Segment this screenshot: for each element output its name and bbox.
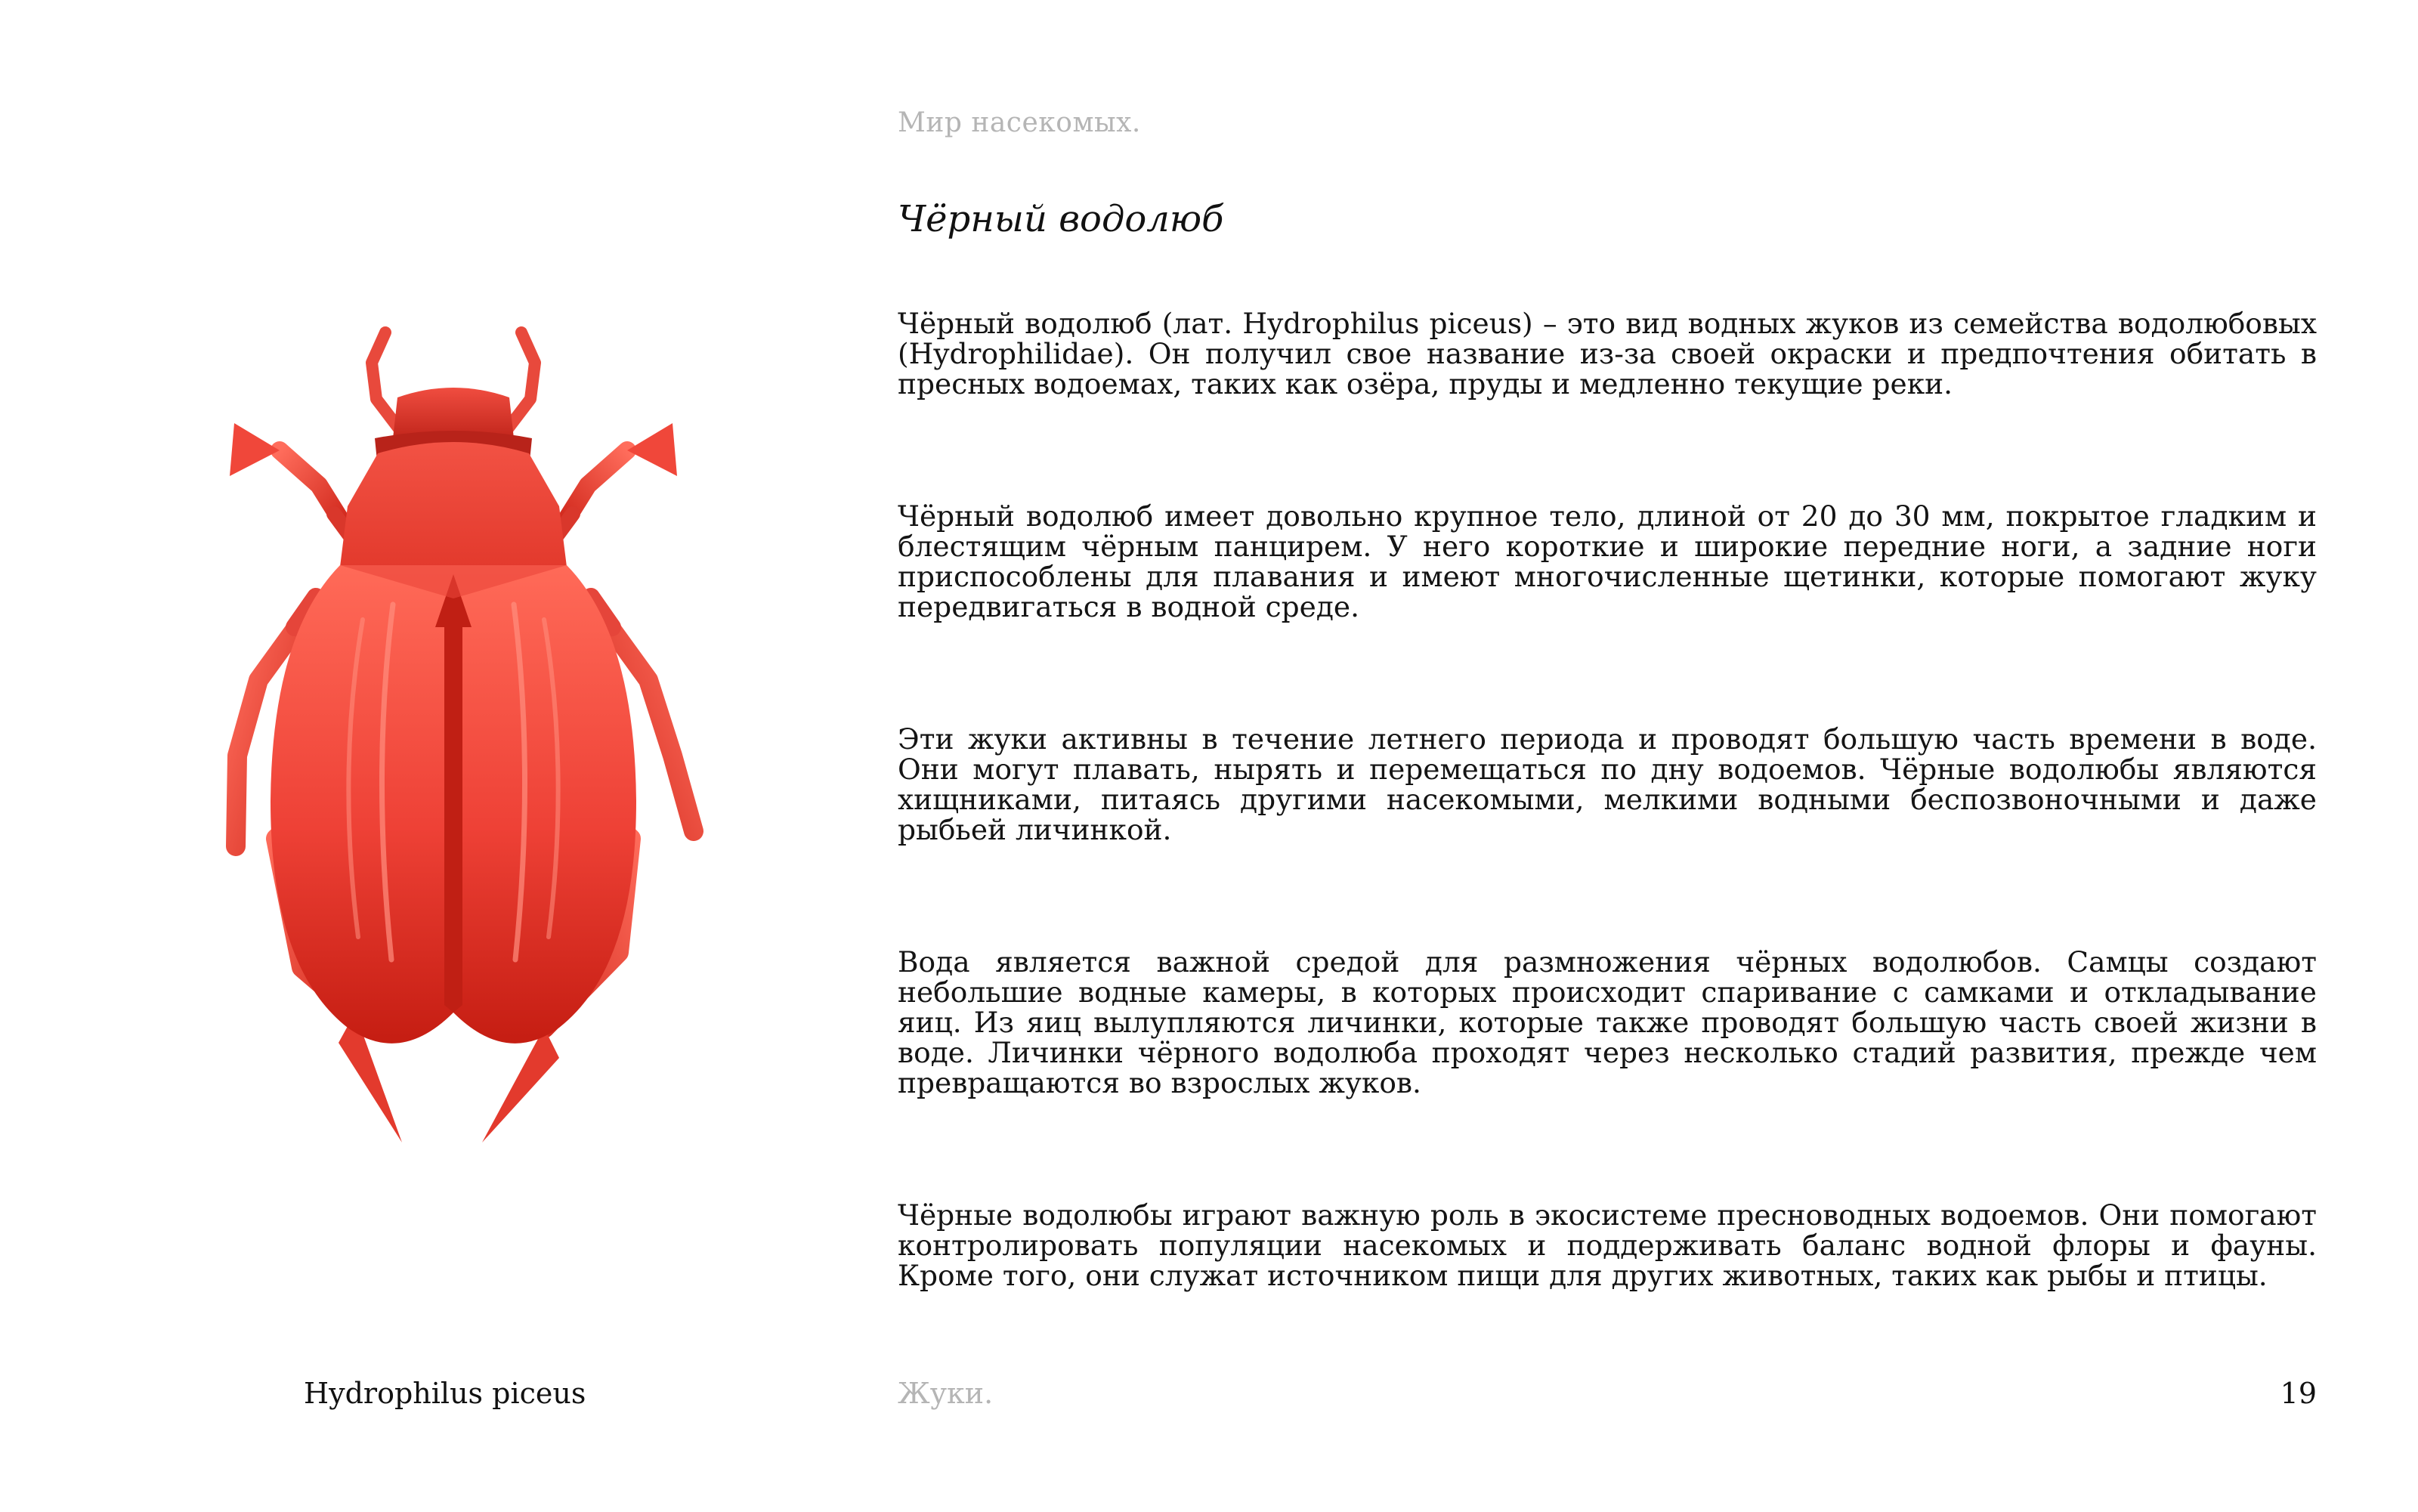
beetle-elytra xyxy=(271,565,636,1044)
paragraph: Вода является важной средой для размножения чёрных водолюбов. Самцы создают небольшие водные камеры, в которых происходит спаривание с самками и откладывание яиц. Из яиц вылупляются личинки, которые также проводят большую часть своей жизни в воде. Личинки чёрного водолюба проходят через несколько стадий развития, прежде чем превращаются во взрослых жуков. xyxy=(898,945,2317,1099)
beetle-illustration xyxy=(174,317,733,1164)
paragraph: Чёрные водолюбы играют важную роль в экосистеме пресноводных водоемов. Они помогают контролировать популяции насекомых и поддерживать баланс водной флоры и фауны. Кроме того, они служат источником пищи для других животных, таких как рыбы и птицы. xyxy=(898,1198,2317,1292)
beetle-pronotum xyxy=(340,442,567,567)
page-number: 19 xyxy=(2280,1377,2317,1410)
paragraph: Чёрный водолюб имеет довольно крупное тело, длиной от 20 до 30 мм, покрытое гладким и блестящим чёрным панцирем. У него короткие и широкие передние ноги, а задние ноги приспособлены для плавания и имеют многочисленные щетинки, которые помогают жуку передвигаться в водной среде. xyxy=(898,499,2317,623)
paragraph: Эти жуки активны в течение летнего периода и проводят большую часть времени в воде. Они могут плавать, нырять и перемещаться по дну водоемов. Чёрные водолюбы являются хищниками, питаясь другими насекомыми, мелкими водными беспозвоночными и даже рыбьей личинкой. xyxy=(898,722,2317,846)
book-title-header: Мир насекомых. xyxy=(898,107,1141,138)
article-title: Чёрный водолюб xyxy=(898,198,1224,240)
paragraph: Чёрный водолюб (лат. Hydrophilus piceus) – это вид водных жуков из семейства водолюбовых (Hydrophilidae). Он получил свое название из-за своей окраски и предпочтения обитать в пресных водоемах, таких как озёра, пруды и медленно текущие реки. xyxy=(898,307,2317,400)
section-footer: Жуки. xyxy=(898,1377,994,1410)
illustration-caption: Hydrophilus piceus xyxy=(304,1377,586,1410)
article-body xyxy=(898,308,2317,1393)
